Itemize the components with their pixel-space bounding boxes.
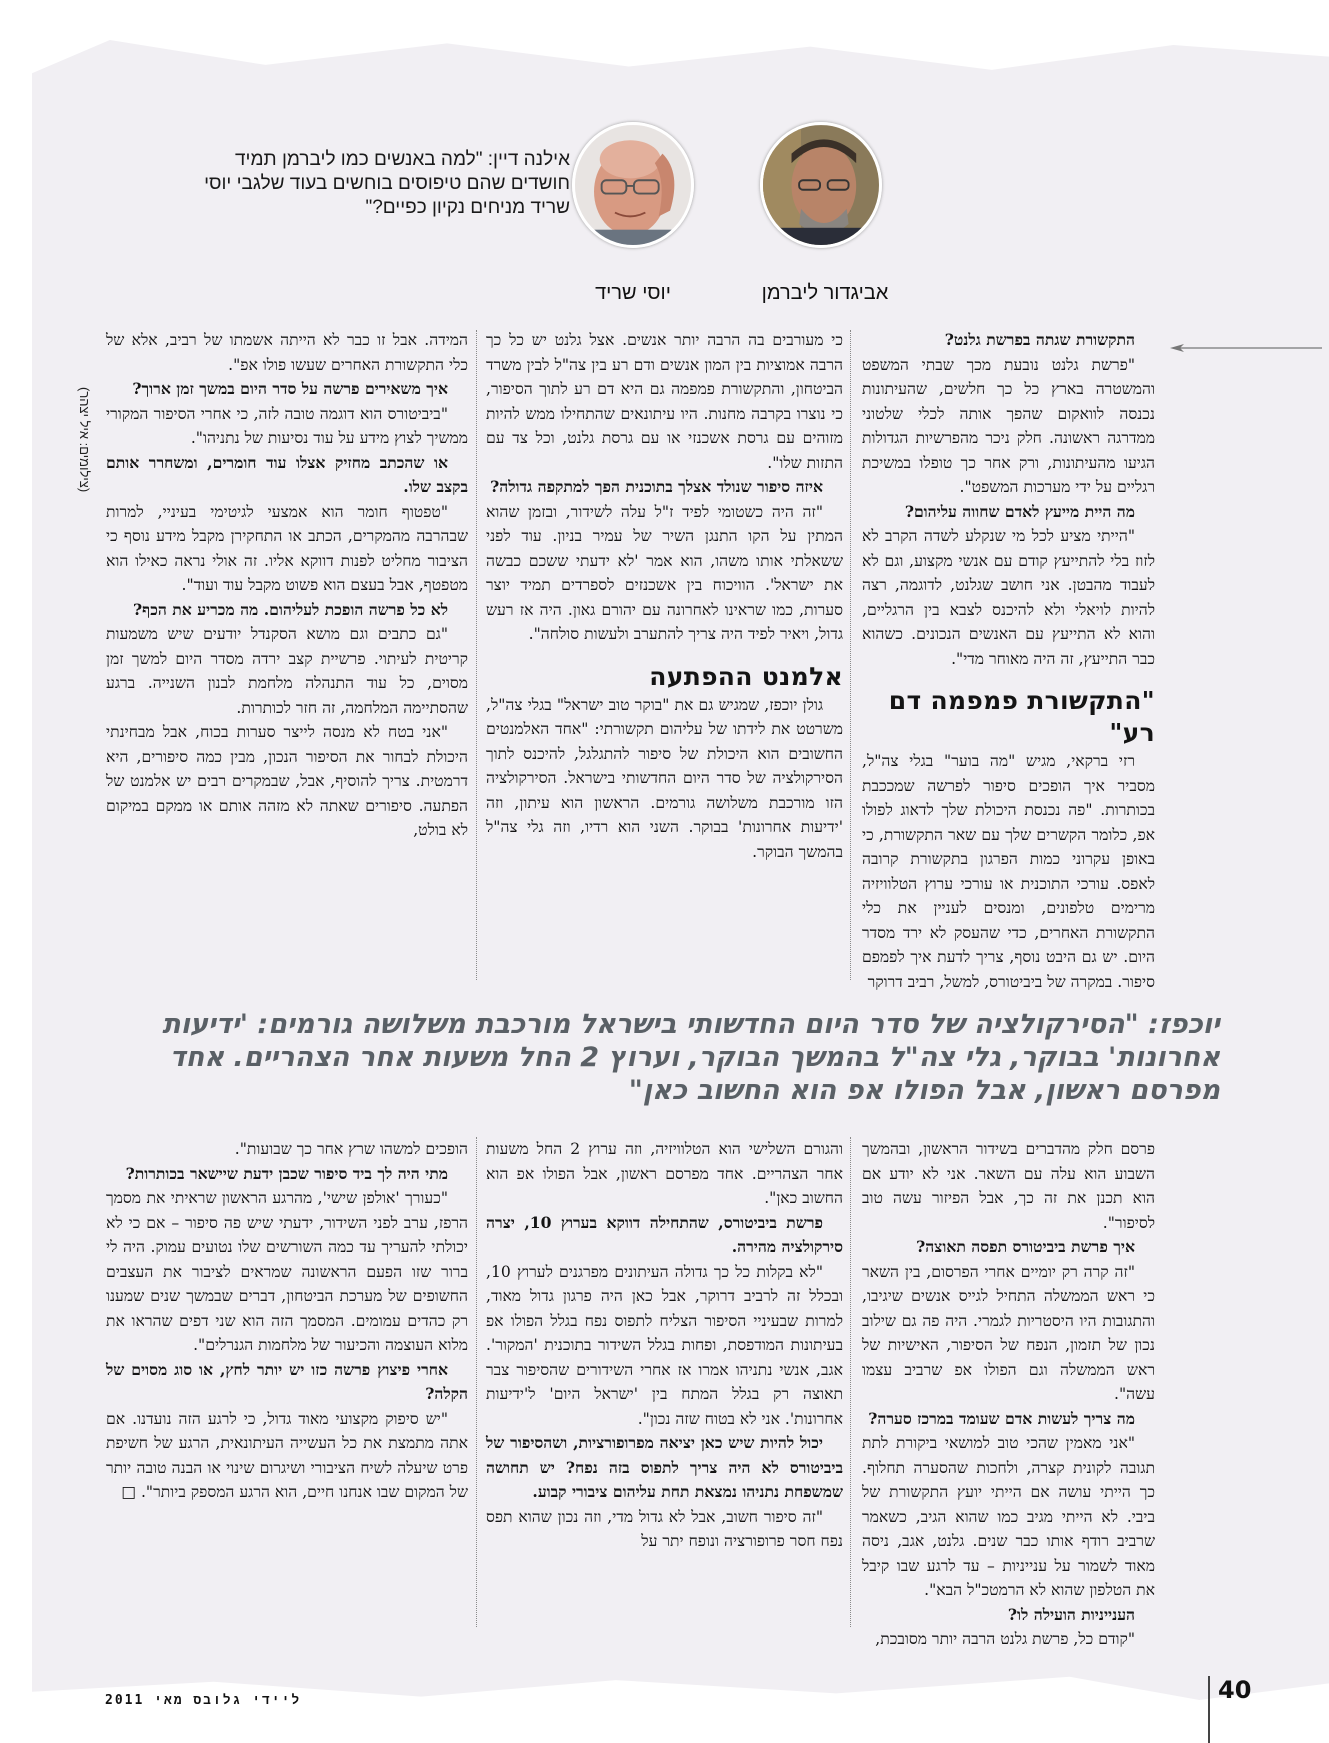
header-quote: אילנה דיין: "למה באנשים כמו ליברמן תמיד חושדים שהם טיפוסים בוחשים בעוד שלגבי יוסי שריד מניחים נקיון כפיים?" [204, 149, 570, 218]
portrait-avigdor-liberman [760, 122, 882, 248]
answer: "כעורך 'אולפן שישי', מהרגע הראשון שראיתי את מסמך הרפז, ערב לפני השידור, ידעתי שיש פה סיפור – אם כי לא יכולתי להעריך עד כמה השורשים שלו נטועים עמוק. היה לי ברור שזו הפעם הראשונה שמראים לציבור את העצבים החשופים של מערכת הביטחון, דברים שבמשך שנים שמענו רק כהדים עמומים. המסמך הזה הוא שני דפים שהראו את מלוא העוצמה והכיעור של מלחמות הגנרלים". [106, 1189, 468, 1354]
portrait-name-sarid: יוסי שריד [595, 282, 671, 304]
answer: "קודם כל, פרשת גלנט הרבה יותר מסובכת, [875, 1630, 1135, 1648]
pull-quote: יוכפז: "הסירקולציה של סדר היום החדשותי בישראל מורכבת משלושה גורמים: 'ידיעות אחרונות' בבוקר, גלי צה"ל בהמשך הבוקר, וערוץ 2 החל משעות אחר הצהריים. אחד מפרסם ראשון, אבל הפולו אפ הוא החשוב כאן" [162, 1009, 1220, 1106]
column-divider [476, 330, 477, 980]
question: לא כל פרשה הופכת לעליהום. מה מכריע את הכף? [133, 599, 448, 619]
answer: "אני בטח לא מנסה לייצר סערות בכוח, אבל מבחינתי היכולת לבחור את הסיפור הנכון, מבין כמה סיפורים, היא דרמטית. צריך להוסיף, אבל, שבמקרים רבים יש אלמנט של הפתעה. סיפורים שאתה לא מזהה אותם או ממקם במיקום לא בולט, [106, 723, 468, 839]
page-number: 40 [1218, 1676, 1252, 1704]
page-number-rule [1208, 1676, 1210, 1743]
question: מה צריך לעשות אדם שעומד במרכז סערה? [868, 1408, 1135, 1428]
question: התקשורת שגתה בפרשת גלנט? [944, 330, 1135, 349]
column-divider [850, 330, 851, 980]
portrait-yossi-sarid [572, 122, 694, 248]
paragraph: והגורם השלישי הוא הטלוויזיה, וזה ערוץ 2 החל משעות אחר הצהריים. אחד מפרסם ראשון, אבל הפולו אפ הוא החשוב כאן". [486, 1140, 844, 1207]
question: איזה סיפור שנולד אצלך בתוכנית הפך למתקפה גדולה? [490, 477, 823, 496]
column-2-top [486, 328, 843, 864]
column-2-bottom [486, 1137, 843, 1554]
answer: "אני מאמין שהכי טוב למושאי ביקורת לתת תגובה לקונית קצרה, ולחכות שהסערה תחלוף. כך הייתי עושה אם הייתי יועץ התקשורת של ביבי. לא הייתי מגיב כמו שהוא הגיב, כשאמר שרביב רודף אותו כבר שנים. גלנט, אגב, ניסה מאוד לשמור על ענייניות – עד לרגע שבו קיבל את הטלפון שהוא לא הרמטכ"ל הבא". [862, 1434, 1155, 1599]
question: איך פרשת ביביטורס תפסה תאוצה? [916, 1237, 1135, 1256]
photo-credit: (צילומים: איל יצהר) [77, 386, 92, 492]
paragraph: המידה. אבל זו כבר לא הייתה אשמתו של רביב, אלא של כלי התקשורת האחרים שעשו פולו אפ". [106, 331, 468, 374]
portrait-name-liberman: אביגדור ליברמן [761, 282, 889, 304]
answer: "זה היה כשטומי לפיד ז"ל עלה לשידור, ובזמן שהוא המתין על הקו התנגן השיר של עמיר בניון. עוד לפני ששאלתי אותו משהו, הוא אמר 'לא ידעתי ששכם כבשה את ישראל'. הוויכוח בין אשכנזים לספרדים תמיד יוצר סערות, כמו שראינו לאחרונה עם יהורם גאון. היה אז רעש גדול, ויאיר לפיד היה צריך להתערב ולעשות סולחה". [486, 502, 843, 643]
paragraph: הופכים למשהו שרץ אחר כך שבועות". [234, 1140, 468, 1158]
answer: "הייתי מציע לכל מי שנקלע לשדה הקרב לא לזוז בלי להתייעץ קודם עם אנשי מקצוע, וגם לא לעבוד מהבטן. אני חושב שגלנט, לדוגמה, רצה להיות לויאלי ולא להיכנס לצבא בין הרגליים, והוא לא התייעץ עם האנשים הנכונים. כשהוא כבר התייעץ, זה היה מאוחר מדי". [862, 527, 1155, 668]
paragraph: רזי ברקאי, מגיש "מה בוער" בגלי צה"ל, מסביר איך הופכים סיפור לפרשה שמככבת בכותרות. "פה נכנסת היכולת שלך לדאוג לפולו אפ, כלומר הקשרים שלך עם שאר התקשורת, כי באופן עקרוני כמות הפרגון בתקשורת קרובה לאפס. עורכי התוכנית או עורכי ערוץ הטלוויזיה מרימים טלפונים, ומנסים לעניין את כלי התקשורת האחרים, כדי שהעסק לא ירד מסדר היום. יש גם היבט נוסף, צריך לדעת איך לפמפם סיפור. במקרה של ביביטורס, למשל, רביב דרוקר [862, 752, 1155, 991]
question: מתי היה לך ביד סיפור שכבן ידעת שיישאר בכותרות? [125, 1163, 448, 1183]
answer: "לא בקלות כל כך גדולה העיתונים מפרגנים לערוץ 10, ובכלל זה לרביב דרוקר, אבל כאן היה פרגון גדול מאוד, למרות שבעיניי הסיפור הצליח לתפוס נפח בגלל הפולו אפ בעיתונות המודפסת, ופחות בגלל השידור בתוכנית 'המקור'. אגב, אנשי נתניהו אמרו אז אחרי השידורים שהסיפור צבר תאוצה רק בגלל המתח בין 'ישראל היום' ל'ידיעות אחרונות'. אני לא בטוח שזה נכון". [486, 1262, 843, 1428]
column-3-top [106, 328, 468, 843]
answer: "גם כתבים וגם מושא הסקנדל יודעים שיש משמעות קריטית לעיתוי. פרשיית קצב ירדה מסדר היום למשך זמן מסוים, כל עוד התנהלה מלחמת לבנון השנייה. ברגע שהסתיימה המלחמה, זה חזר לכותרות. [106, 625, 468, 717]
arrow-left-icon [1170, 343, 1322, 353]
answer: "יש סיפוק מקצועי מאוד גדול, כי לרגע הזה נועדנו. אם אתה מתמצת את כל העשייה העיתונאית, הרגע של חשיפת פרט שיעלה לשיח הציבורי ושיגרום שינוי או הבנה טובה יותר של המקום שבו אנחנו חיים, הוא הרגע המספק ביותר". □ [106, 1409, 468, 1501]
column-divider [476, 1137, 477, 1627]
paragraph: פרסם חלק מהדברים בשידור הראשון, ובהמשך השבוע הוא עלה עם השאר. אני לא יודע אם הוא תכנן את זה כך, אבל הפיזור עשה טוב לסיפור". [862, 1140, 1155, 1232]
answer: "ביביטורס הוא דוגמה טובה לזה, כי אחרי הסיפור המקורי ממשיך לצוץ מידע על עוד נסיעות של נתניהו". [106, 404, 468, 447]
column-divider [850, 1137, 851, 1627]
section-heading: אלמנט ההפתעה [649, 661, 843, 691]
question: פרשת ביביטורס, שהתחילה דווקא בערוץ 10, יצרה סירקולציה מהירה. [486, 1212, 843, 1256]
question: מה היית מייעץ לאדם שחווה עליהום? [904, 501, 1135, 521]
portrait-liberman-image [763, 125, 879, 245]
column-1-top [862, 328, 1155, 994]
question: או שהכתב מחזיק אצלו עוד חומרים, ומשחרר אותם בקצב שלו. [106, 452, 468, 496]
question: יכול להיות שיש כאן יציאה מפרופורציות, ושהסיפור של ביביטורס לא היה צריך לתפוס בזה נפח? יש תחושה שמשפחת נתניהו נמצאת תחת עליהום ציבורי קבוע. [486, 1433, 843, 1501]
question: אחרי פיצוץ פרשה כזו יש יותר לחץ, או סוג מסוים של הקלה? [106, 1359, 468, 1403]
section-heading: "התקשורת פמפמה דם רע" [888, 686, 1155, 747]
paragraph: גולן יוכפז, שמגיש גם את "בוקר טוב ישראל" בגלי צה"ל, משרטט את לידתו של עליהום תקשורתי: "אחד האלמנטים החשובים הוא היכולת של סיפור להתגלגל, להיכנס לתוך הסירקולציה של סדר היום החדשותי בישראל. הסירקולציה הזו מורכבת משלושה גורמים. הראשון הוא עיתון, וזה 'ידיעות אחרונות' בבוקר. השני הוא רדיו, וזה גלי צה"ל בהמשך הבוקר. [486, 695, 843, 861]
question: איך משאירים פרשה על סדר היום במשך זמן ארוך? [132, 379, 448, 398]
paragraph: כי מעורבים בה הרבה יותר אנשים. אצל גלנט יש כל כך הרבה אמוציות בין המון אנשים ודם רע בין צה"ל לבין משרד הביטחון, והתקשורת פמפמה גם היא דם רע לתוך הסיפור, כי נוצרו בקרבה מחנות. היו עיתונאים שהתחילו ממש להיות מזוהים עם גרסת אשכנזי או עם גרסת גלנט, וכל צד עם התזות שלו". [486, 331, 843, 472]
column-1-bottom [862, 1137, 1155, 1652]
answer: "זה סיפור חשוב, אבל לא גדול מדי, וזה נכון שהוא תפס נפח חסר פרופורציה ונופח יתר על [486, 1507, 843, 1550]
portrait-sarid-image [575, 125, 691, 245]
answer: "טפטוף חומר הוא אמצעי לגיטימי בעיניי, למרות שבהרבה מהמקרים, הכתב או התחקירן מקבל מידע נוסף כי הציבור מחליט לפנות דווקא אליו. זה אולי נראה כאילו הוא מטפטף, אבל בעצם הוא פשוט מקבל עוד ועוד". [106, 502, 468, 594]
answer: "פרשת גלנט נובעת מכך שבתי המשפט והמשטרה בארץ כל כך חלשים, שהעיתונות נכנסה לוואקום שהפך אותה לכלי שלטוני ממדרגה ראשונה. חלק ניכר מהפרשיות הגדולות הגיעו מהעיתונות, ורק אחר כך טופלו במשיכת רגליים על ידי מערכות המשפט". [862, 355, 1155, 496]
column-3-bottom [106, 1137, 468, 1505]
question: הענייניות הועילה לו? [1007, 1604, 1135, 1624]
magazine-footer: ליידי גלובס מאי 2011 [105, 1693, 302, 1708]
answer: "זה קרה רק יומיים אחרי הפרסום, בין השאר כי ראש הממשלה התחיל לגייס אנשים שיגיבו, והתגובות היו היסטריות לגמרי. היה פה גם שילוב נכון של תזמון, הנפח של הסיפור, האישיות של ראש הממשלה וגם הפולו אפ שרביב עצמו עשה". [862, 1262, 1155, 1403]
